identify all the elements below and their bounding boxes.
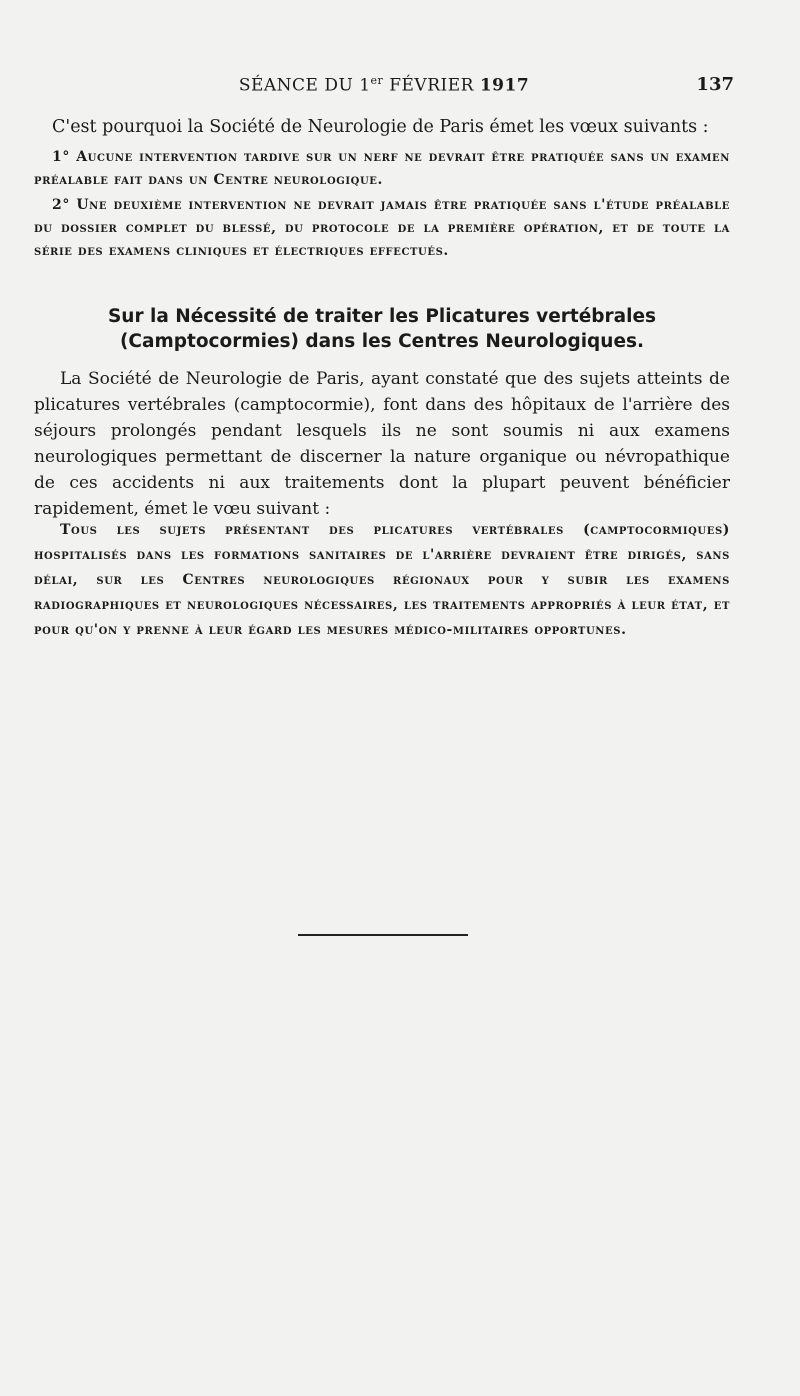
page-number: 137 [696,74,734,95]
section-title-line-1: Sur la Nécessité de traiter les Plicatures vertébrales [107,306,657,327]
header-title-year: 1917 [479,75,530,96]
voeu-final: Tous les sujets présentant des plicatures vertébrales (camptocormiques) hospitalisés dans les formations sanitaires de l'arrière devraient être dirigés, sans délai, sur les Centres neurologiques régionaux pour y subir les examens radiographiques et neurologiques nécessaires, les traitements appropriés à leur état, et pour qu'on y prenne à leur égard les mesures médico-militaires opportunes. [34,522,730,638]
voeu-1-number: 1° [52,149,70,165]
voeu-1 [34,146,730,192]
voeu-2 [34,194,730,263]
header-title-prefix: SÉANCE DU 1 [238,75,371,96]
voeu-2-text: Une deuxième intervention ne devrait jamais être pratiquée sans l'étude préalable du dossier complet du blessé, du protocole de la première opération, et de toute la série des examens cliniques et électriques effectués. [34,197,730,259]
section-title [34,304,730,354]
voeu-1-text: Aucune intervention tardive sur un nerf ne devrait être pratiquée sans un examen préalable fait dans un Centre neurologique. [34,149,730,188]
body-paragraph: La Société de Neurologie de Paris, ayant constaté que des sujets atteints de plicatures vertébrales (camptocormie), font dans des hôpitaux de l'arrière des séjours prolongés pendant lesquels ils ne sont soumis ni aux examens neurologiques permettant de discerner la nature organique ou névropathique de ces accidents ni aux traitements dont la plupart peuvent bénéficier rapidement, émet le vœu suivant : [34,369,730,519]
header-title [34,74,734,96]
header-title-superscript: er [370,74,384,87]
header-title-month: FÉVRIER [383,75,480,96]
section-title-line-2: (Camptocormies) dans les Centres Neurologiques. [119,331,645,352]
section-divider [298,934,468,936]
intro-paragraph: C'est pourquoi la Société de Neurologie de Paris émet les vœux suivants : [52,117,709,137]
voeu-2-number: 2° [52,197,70,213]
running-header [34,74,734,98]
